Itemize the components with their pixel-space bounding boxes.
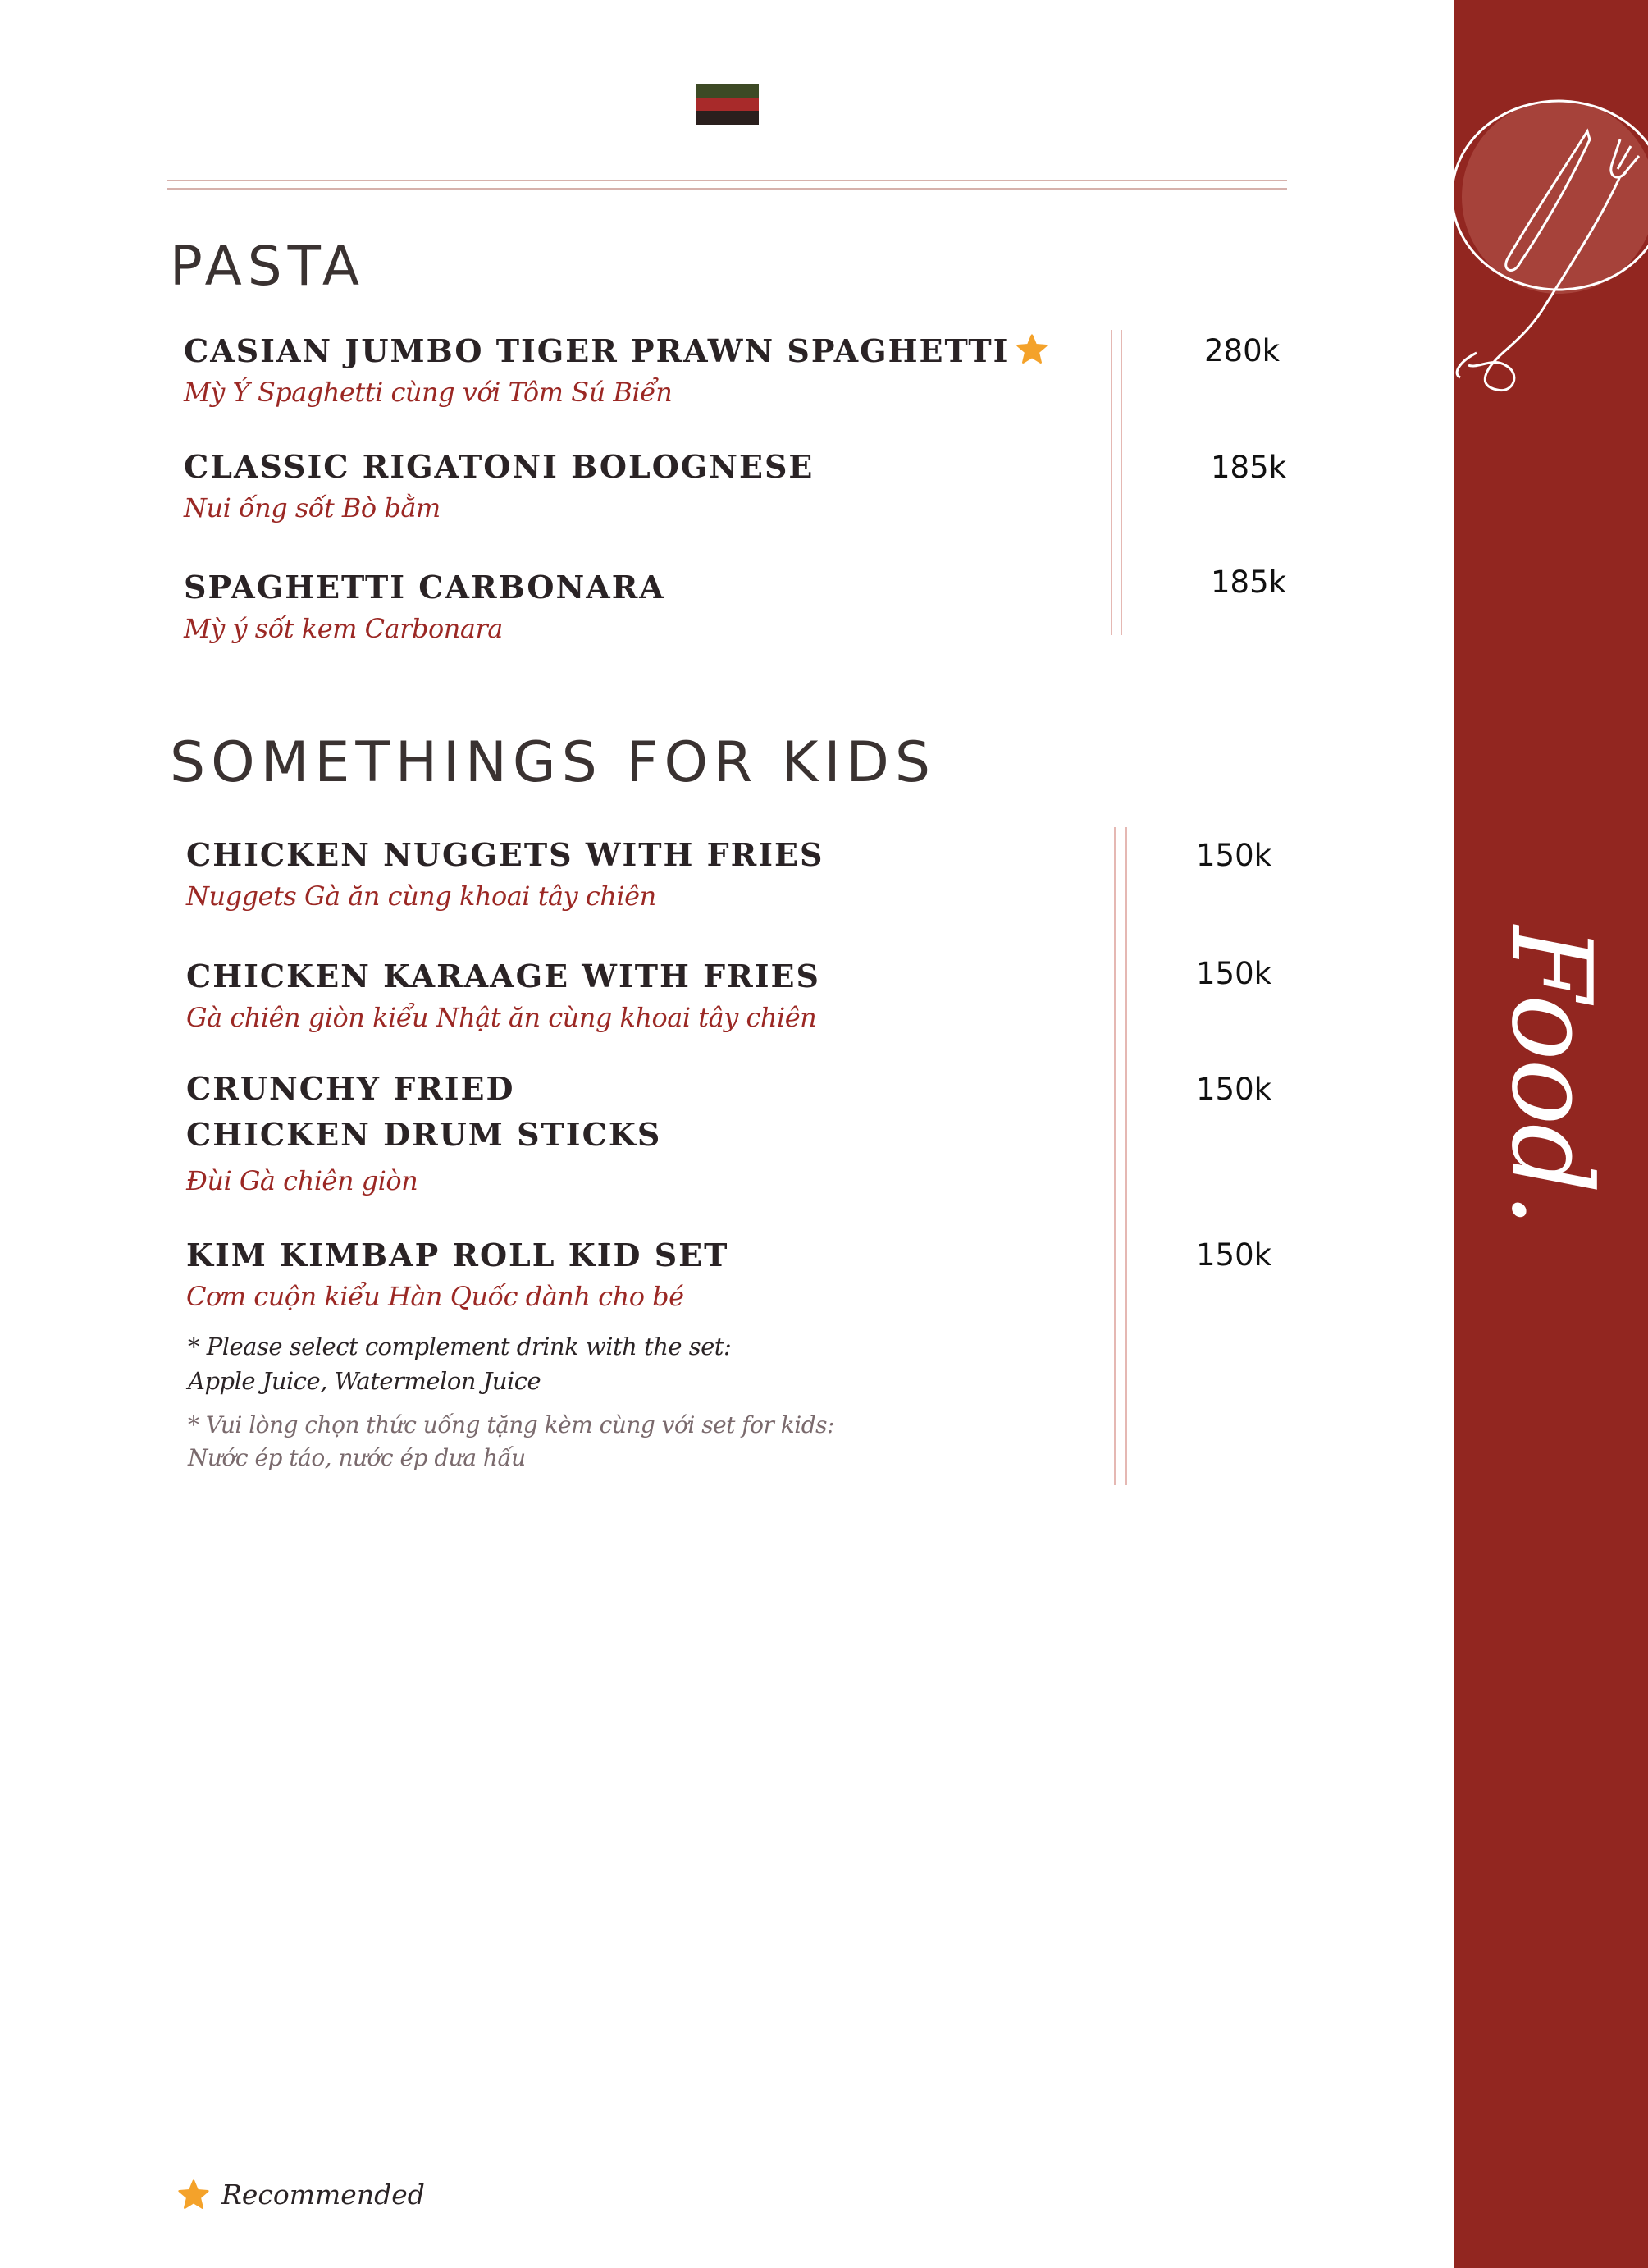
item-price: 185k bbox=[1211, 450, 1287, 485]
item-name: CHICKEN KARAAGE WITH FRIES bbox=[186, 958, 820, 995]
item-name: KIM KIMBAP ROLL KID SET bbox=[186, 1237, 729, 1273]
menu-item-chicken-karaage bbox=[186, 953, 1105, 1036]
brand-flag-icon bbox=[696, 84, 759, 125]
star-icon bbox=[177, 2179, 210, 2211]
item-name: SPAGHETTI CARBONARA bbox=[184, 569, 665, 606]
menu-item-rigatoni-bolognese bbox=[184, 444, 1102, 526]
menu-item-spaghetti-carbonara bbox=[184, 565, 1102, 647]
item-description: Nuggets Gà ăn cùng khoai tây chiên bbox=[186, 880, 656, 912]
item-name-line1: CRUNCHY FRIED bbox=[186, 1070, 515, 1107]
recommended-star-icon bbox=[1016, 334, 1048, 365]
header-divider-top bbox=[167, 180, 1287, 181]
drink-note-vi-line2: Nước ép táo, nước ép dưa hấu bbox=[188, 1444, 526, 1471]
menu-item-prawn-spaghetti bbox=[184, 328, 1102, 410]
item-name: CASIAN JUMBO TIGER PRAWN SPAGHETTI bbox=[184, 332, 1010, 369]
item-name: CLASSIC RIGATONI BOLOGNESE bbox=[184, 448, 815, 485]
plate-fork-knife-icon bbox=[1444, 90, 1648, 402]
kids-divider-right bbox=[1125, 827, 1127, 1485]
item-name: CHICKEN NUGGETS WITH FRIES bbox=[186, 836, 824, 873]
item-price: 150k bbox=[1196, 838, 1272, 873]
item-price: 150k bbox=[1196, 1237, 1272, 1273]
recommended-legend bbox=[177, 2179, 425, 2211]
pasta-divider-right bbox=[1121, 330, 1122, 635]
item-description: Gà chiên giòn kiểu Nhật ăn cùng khoai tây chiên bbox=[186, 1002, 817, 1033]
item-description: Mỳ ý sốt kem Carbonara bbox=[184, 613, 503, 644]
item-description: Nui ống sốt Bò bằm bbox=[184, 492, 441, 524]
kids-divider-left bbox=[1114, 827, 1116, 1485]
header-divider-bottom bbox=[167, 188, 1287, 190]
item-name-line2: CHICKEN DRUM STICKS bbox=[186, 1116, 662, 1153]
item-description: Cơm cuộn kiểu Hàn Quốc dành cho bé bbox=[186, 1281, 684, 1312]
item-description: Đùi Gà chiên giòn bbox=[186, 1165, 418, 1196]
drink-note-en-line2: Apple Juice, Watermelon Juice bbox=[188, 1367, 541, 1395]
legend-label: Recommended bbox=[221, 2179, 425, 2211]
section-title-kids: SOMETHINGS FOR KIDS bbox=[170, 730, 937, 795]
menu-item-drum-sticks bbox=[186, 1066, 1105, 1199]
food-label: Food. bbox=[1487, 926, 1615, 1226]
section-title-pasta: PASTA bbox=[170, 235, 365, 298]
drink-note-en-line1: * Please select complement drink with the set: bbox=[188, 1333, 732, 1360]
drink-note-vi-line1: * Vui lòng chọn thức uống tặng kèm cùng với set for kids: bbox=[188, 1411, 834, 1438]
item-price: 280k bbox=[1204, 333, 1281, 368]
item-price: 150k bbox=[1196, 1072, 1272, 1107]
pasta-divider-left bbox=[1111, 330, 1112, 635]
menu-item-kimbap-kid-set bbox=[186, 1232, 1105, 1315]
item-price: 185k bbox=[1211, 565, 1287, 600]
item-description: Mỳ Ý Spaghetti cùng với Tôm Sú Biển bbox=[184, 377, 673, 408]
menu-item-chicken-nuggets bbox=[186, 832, 1105, 914]
item-price: 150k bbox=[1196, 956, 1272, 991]
